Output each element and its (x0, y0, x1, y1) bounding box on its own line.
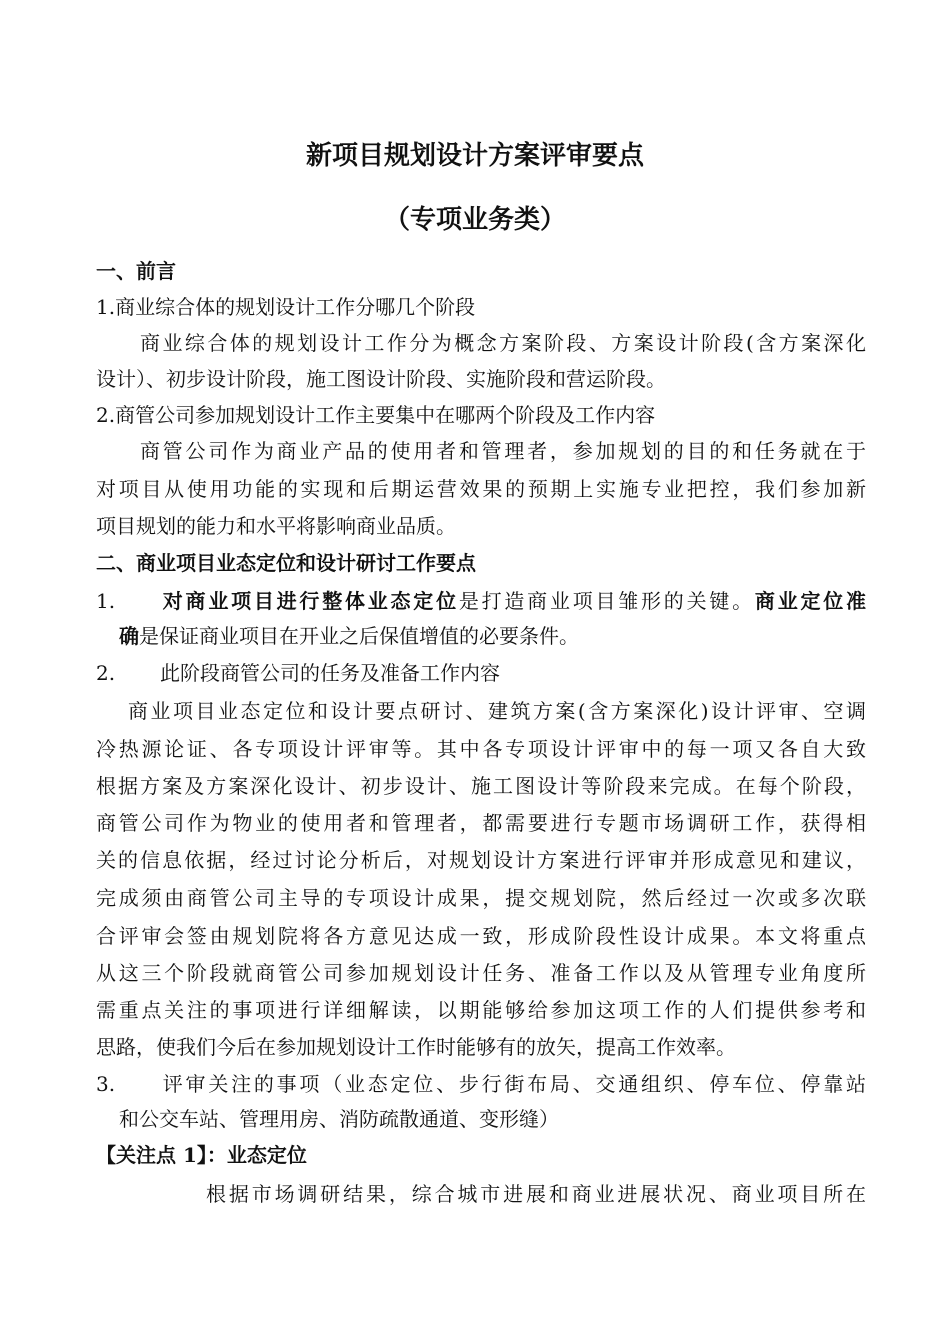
question-2: 2.商管公司参加规划设计工作主要集中在哪两个阶段及工作内容 (96, 403, 656, 427)
list-item-2-number: 2. (96, 661, 116, 685)
paragraph-1-line-1: 商业综合体的规划设计工作分为概念方案阶段、方案设计阶段(含方案深化 (140, 331, 866, 355)
paragraph-3-line-7: 合评审会签由规划院将各方意见达成一致，形成阶段性设计成果。本文将重点 (96, 924, 866, 948)
paragraph-3-line-5: 关的信息依据，经过讨论分析后，对规划设计方案进行评审并形成意见和建议， (96, 848, 866, 872)
paragraph-3-line-1: 商业项目业态定位和设计要点研讨、建筑方案(含方案深化)设计评审、空调 (128, 699, 866, 723)
list-item-3-line-2: 和公交车站、管理用房、消防疏散通道、变形缝） (119, 1107, 559, 1131)
question-1: 1.商业综合体的规划设计工作分哪几个阶段 (96, 295, 476, 319)
paragraph-3-line-10: 思路，使我们今后在参加规划设计工作时能够有的放矢，提高工作效率。 (96, 1035, 736, 1059)
list-item-1-bold-1: 对商业项目进行整体业态定位 (160, 589, 459, 613)
list-item-1-bold-2a: 商业定位准 (754, 589, 867, 613)
list-item-1-text-2: 是保证商业项目在开业之后保值增值的必要条件。 (139, 624, 579, 648)
document-subtitle: （专项业务类） (383, 205, 566, 235)
paragraph-3-line-3: 根据方案及方案深化设计、初步设计、施工图设计等阶段来完成。在每个阶段， (96, 774, 866, 798)
list-item-1-line-1 (96, 587, 866, 615)
paragraph-3-line-9: 需重点关注的事项进行详细解读，以期能够给参加这项工作的人们提供参考和 (96, 998, 866, 1022)
list-item-1-bold-2b: 确 (119, 624, 139, 648)
paragraph-1-line-2: 设计）、初步设计阶段，施工图设计阶段、实施阶段和营运阶段。 (96, 367, 666, 391)
list-item-2 (96, 659, 866, 687)
paragraph-3-line-2: 冷热源论证、各专项设计评审等。其中各专项设计评审中的每一项又各自大致 (96, 737, 866, 761)
document-title: 新项目规划设计方案评审要点 (305, 141, 644, 171)
section-heading-preface: 一、前言 (96, 259, 176, 283)
list-item-1-line-2 (119, 622, 889, 650)
paragraph-3-line-6: 完成须由商管公司主导的专项设计成果，提交规划院，然后经过一次或多次联 (96, 886, 866, 910)
paragraph-2-line-1: 商管公司作为商业产品的使用者和管理者，参加规划的目的和任务就在于 (140, 439, 866, 463)
paragraph-2-line-2: 对项目从使用功能的实现和后期运营效果的预期上实施专业把控，我们参加新 (96, 477, 866, 501)
list-item-2-text: 此阶段商管公司的任务及准备工作内容 (160, 661, 500, 685)
paragraph-3-line-8: 从这三个阶段就商管公司参加规划设计任务、准备工作以及从管理专业角度所 (96, 961, 866, 985)
paragraph-2-line-3: 项目规划的能力和水平将影响商业品质。 (96, 514, 456, 538)
paragraph-3-line-4: 商管公司作为物业的使用者和管理者，都需要进行专题市场调研工作，获得相 (96, 811, 866, 835)
list-item-3-number: 3. (96, 1072, 116, 1096)
section-heading-positioning: 二、商业项目业态定位和设计研讨工作要点 (96, 551, 476, 575)
focus-point-heading: 【关注点 1】：业态定位 (96, 1143, 307, 1167)
list-item-1-number: 1. (96, 589, 116, 613)
paragraph-4-line-1: 根据市场调研结果，综合城市进展和商业进展状况、商业项目所在 (206, 1182, 866, 1206)
list-item-3-line-1 (96, 1070, 866, 1098)
list-item-1-text-1: 是打造商业项目雏形的关键。 (458, 589, 755, 613)
list-item-3-text-1: 评审关注的事项（业态定位、步行街布局、交通组织、停车位、停靠站 (160, 1072, 866, 1096)
